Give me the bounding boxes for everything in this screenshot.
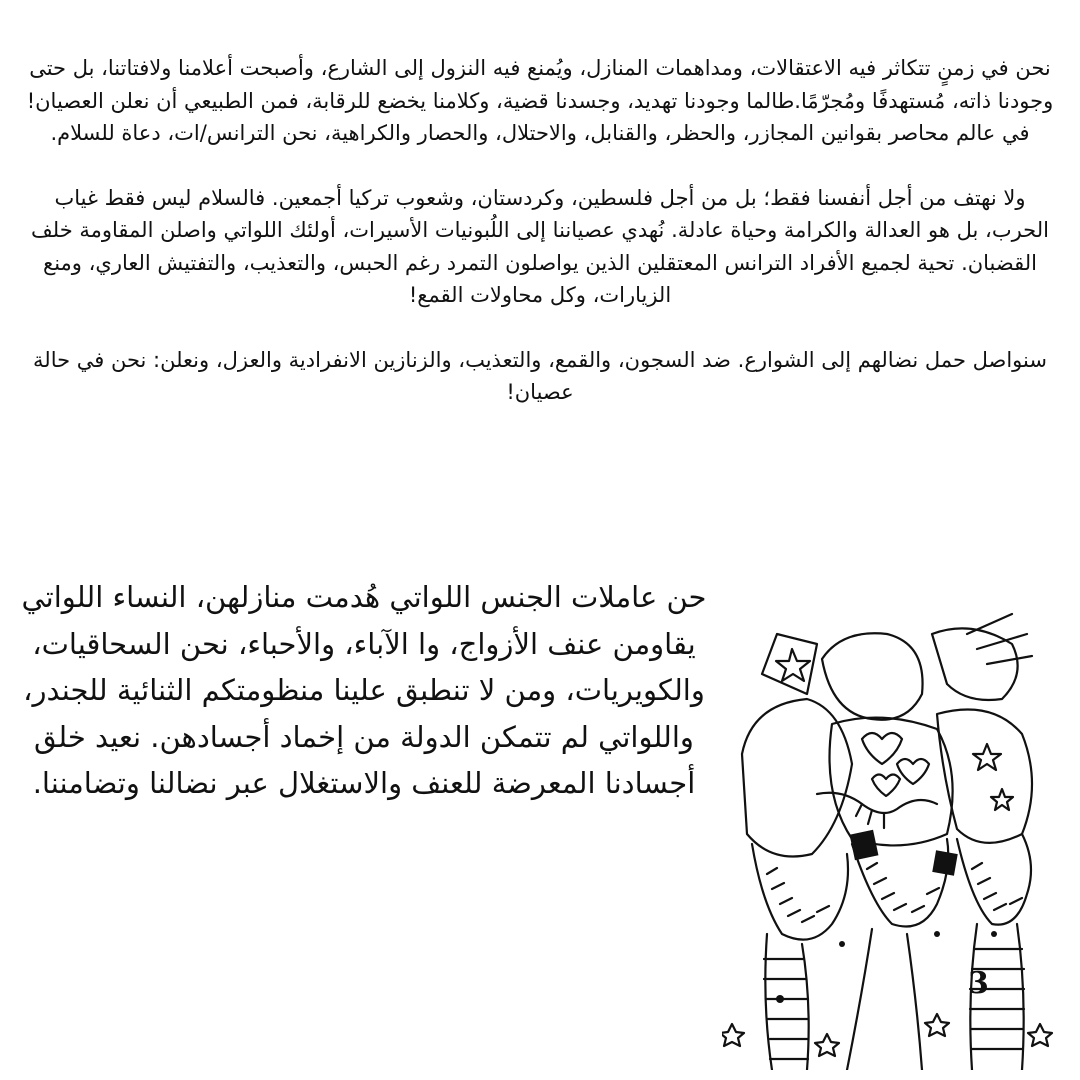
manifesto-lower-text: حن عاملات الجنس اللواتي هُدمت منازلهن، النساء اللواتي يقاومن عنف الأزواج، وا الآباء، والأحباء، نحن السحاقيات، والكويريات، ومن لا تنطبق علينا منظومتكم الثنائية للجندر، واللواتي لم تتمكن الدولة من إخماد أجسادهن. نعيد خلق أجسادنا المعرضة للعنف والاستغلال عبر نضالنا وتضامننا. <box>21 580 707 800</box>
ink-drawing-illustration <box>722 604 1062 1070</box>
paragraph-gap <box>22 150 1058 182</box>
page-number: 3 <box>968 966 989 1001</box>
manifesto-top-text <box>22 52 1058 409</box>
paragraph-disobedience: سنواصل حمل نضالهم إلى الشوارع. ضد السجون، والقمع، والتعذيب، والزنازين الانفرادية والعزل، ونعلن: نحن في حالة عصيان! <box>33 347 1047 404</box>
paragraph-gap <box>22 312 1058 344</box>
paragraph-arrests: نحن في زمنٍ تتكاثر فيه الاعتقالات، ومداهمات المنازل، ويُمنع فيه النزول إلى الشارع، وأصبحت أعلامنا ولافتاتنا، بل حتى وجودنا ذاته، مُستهدفًا ومُجرّمًا.طالما وجودنا تهديد، وجسدنا قضية، وكلامنا يخضع للرقابة، فمن الطبيعي أن نعلن العصيان! <box>26 56 1054 113</box>
ink-drawing-of-bodies-icon <box>722 604 1062 1070</box>
paragraph-solidarity: ولا نهتف من أجل أنفسنا فقط؛ بل من أجل فلسطين، وكردستان، وشعوب تركيا أجمعين. فالسلام ليس فقط غياب الحرب، بل هو العدالة والكرامة وحياة عادلة. نُهدي عصياننا إلى اللُبونيات الأسيرات، أولئك اللواتي واصلن المقاومة خلف القضبان. تحية لجميع الأفراد الترانس المعتقلين الذين يواصلون التمرد رغم الحبس، والتعذيب، والتفتيش العاري، ومنع الزيارات، وكل محاولات القمع! <box>31 185 1049 307</box>
paragraph-peace: في عالم محاصر بقوانين المجازر، والحظر، والقنابل، والاحتلال، والحصار والكراهية، نحن الترانس/ات، دعاة للسلام. <box>50 121 1030 145</box>
